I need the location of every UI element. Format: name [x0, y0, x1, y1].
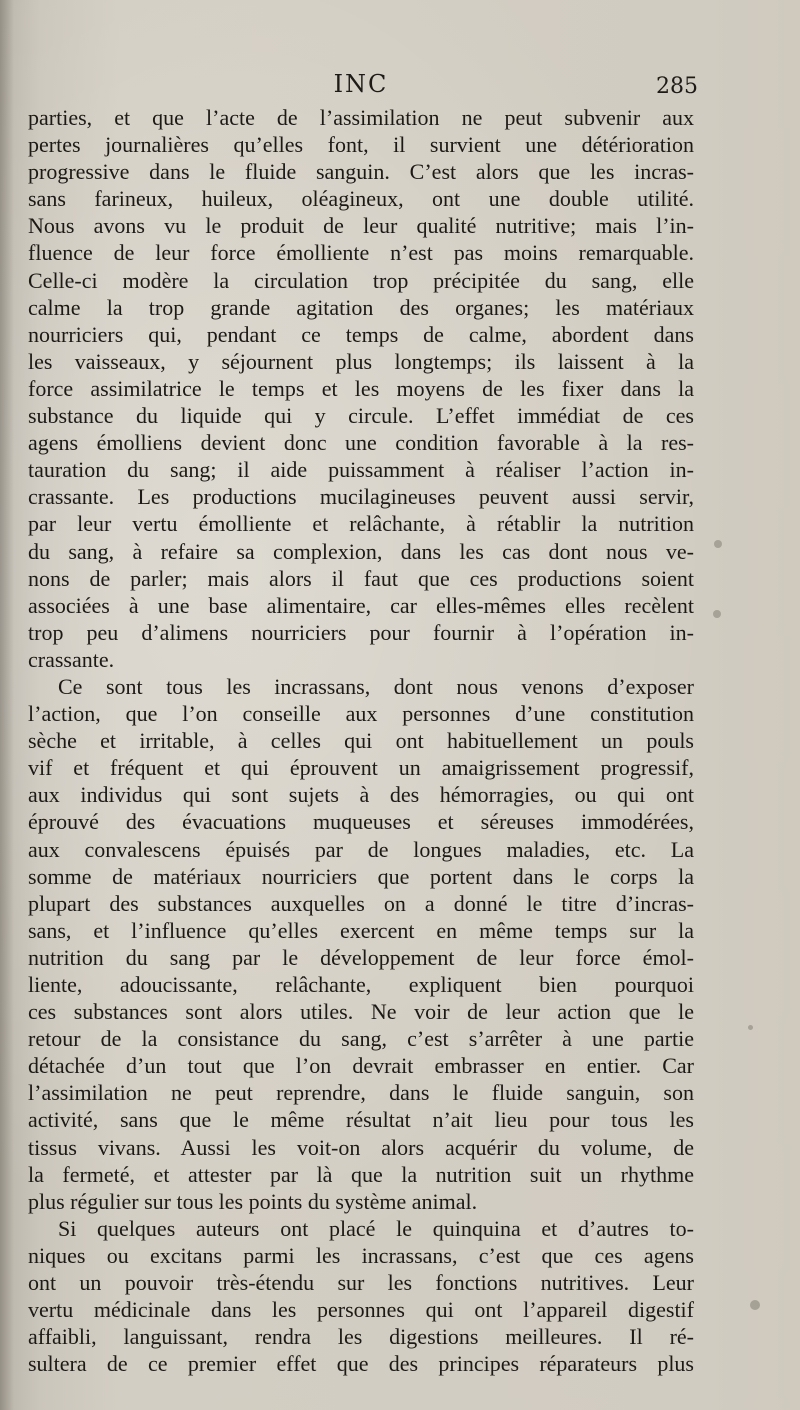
text-line: vif et fréquent et qui éprouvent un amaigrissement progressif, — [28, 755, 694, 781]
text-line: ces substances sont alors utiles. Ne voir de leur action que le — [28, 999, 694, 1025]
text-line: Nous avons vu le produit de leur qualité nutritive; mais l’in- — [28, 213, 694, 239]
text-line: Celle-ci modère la circulation trop précipitée du sang, elle — [28, 267, 694, 293]
text-line: éprouvé des évacuations muqueuses et séreuses immodérées, — [28, 809, 694, 835]
text-line: niques ou excitans parmi les incrassans, c’est que ces agens — [28, 1242, 694, 1268]
running-head — [28, 70, 698, 106]
text-line: pertes journalières qu’elles font, il survient une détérioration — [28, 132, 694, 158]
text-line: sans, et l’influence qu’elles exercent en même temps sur la — [28, 917, 694, 943]
text-line-paragraph-start: Si quelques auteurs ont placé le quinquina et d’autres to- — [58, 1215, 694, 1241]
text-line: parties, et que l’acte de l’assimilation ne peut subvenir aux — [28, 105, 694, 130]
text-line: aux convalescens épuisés par de longues maladies, etc. La — [28, 836, 694, 862]
text-line: fluence de leur force émolliente n’est pas moins remarquable. — [28, 240, 694, 266]
text-line: tissus vivans. Aussi les voit-on alors acquérir du volume, de — [28, 1134, 694, 1160]
text-line: vertu médicinale dans les personnes qui ont l’appareil digestif — [28, 1297, 694, 1323]
text-line: somme de matériaux nourriciers que portent dans le corps la — [28, 863, 694, 889]
text-line: sultera de ce premier effet que des principes réparateurs plus — [28, 1351, 694, 1377]
text-line: crassante. Les productions mucilagineuses peuvent aussi servir, — [28, 484, 694, 510]
paper-stain — [750, 1300, 760, 1310]
running-title: INC — [333, 70, 389, 98]
body-text — [28, 104, 694, 1377]
paper-stain — [748, 1025, 753, 1030]
text-line: affaibli, languissant, rendra les digestions meilleures. Il ré- — [28, 1324, 694, 1350]
text-line-paragraph-end: plus régulier sur tous les points du système animal. — [28, 1188, 478, 1214]
text-line: les vaisseaux, y séjournent plus longtemps; ils laissent à la — [28, 348, 694, 374]
text-line: du sang, à refaire sa complexion, dans les cas dont nous ve- — [28, 538, 694, 564]
text-line: progressive dans le fluide sanguin. C’est alors que les incras- — [28, 159, 694, 185]
text-line: l’action, que l’on conseille aux personnes d’une constitution — [28, 701, 694, 727]
text-line: associées à une base alimentaire, car elles-mêmes elles recèlent — [28, 592, 694, 618]
page-number: 285 — [656, 74, 698, 99]
paper-stain — [713, 610, 721, 618]
text-line: tauration du sang; il aide puissamment à réaliser l’action in- — [28, 457, 694, 483]
text-line: trop peu d’alimens nourriciers pour fournir à l’opération in- — [28, 619, 694, 645]
text-line: calme la trop grande agitation des organes; les matériaux — [28, 294, 694, 320]
text-line: la fermeté, et attester par là que la nutrition suit un rhythme — [28, 1161, 694, 1187]
text-line: aux individus qui sont sujets à des hémorragies, ou qui ont — [28, 782, 694, 808]
text-line: sèche et irritable, à celles qui ont habituellement un pouls — [28, 728, 694, 754]
text-line: activité, sans que le même résultat n’ait lieu pour tous les — [28, 1107, 694, 1133]
page-gutter-shadow — [0, 0, 14, 1410]
text-line-paragraph-end: crassante. — [28, 646, 115, 672]
text-line: retour de la consistance du sang, c’est s’arrêter à une partie — [28, 1026, 694, 1052]
text-line: ont un pouvoir très-étendu sur les fonctions nutritives. Leur — [28, 1270, 694, 1296]
text-line: substance du liquide qui y circule. L’effet immédiat de ces — [28, 403, 694, 429]
text-line: nourriciers qui, pendant ce temps de calme, abordent dans — [28, 321, 694, 347]
text-line: l’assimilation ne peut reprendre, dans le fluide sanguin, son — [28, 1080, 694, 1106]
text-line: sans farineux, huileux, oléagineux, ont une double utilité. — [28, 186, 694, 212]
paper-stain — [714, 540, 722, 548]
text-line: agens émolliens devient donc une condition favorable à la res- — [28, 430, 694, 456]
text-line-paragraph-start: Ce sont tous les incrassans, dont nous venons d’exposer — [58, 673, 694, 699]
text-line: nons de parler; mais alors il faut que ces productions soient — [28, 565, 694, 591]
text-line: force assimilatrice le temps et les moyens de les fixer dans la — [28, 375, 694, 401]
text-line: détachée d’un tout que l’on devrait embrasser en entier. Car — [28, 1053, 694, 1079]
text-line: liente, adoucissante, relâchante, expliquent bien pourquoi — [28, 972, 694, 997]
text-line: nutrition du sang par le développement de leur force émol- — [28, 944, 694, 970]
text-line: par leur vertu émolliente et relâchante, à rétablir la nutrition — [28, 511, 694, 537]
text-line: plupart des substances auxquelles on a donné le titre d’incras- — [28, 890, 694, 916]
